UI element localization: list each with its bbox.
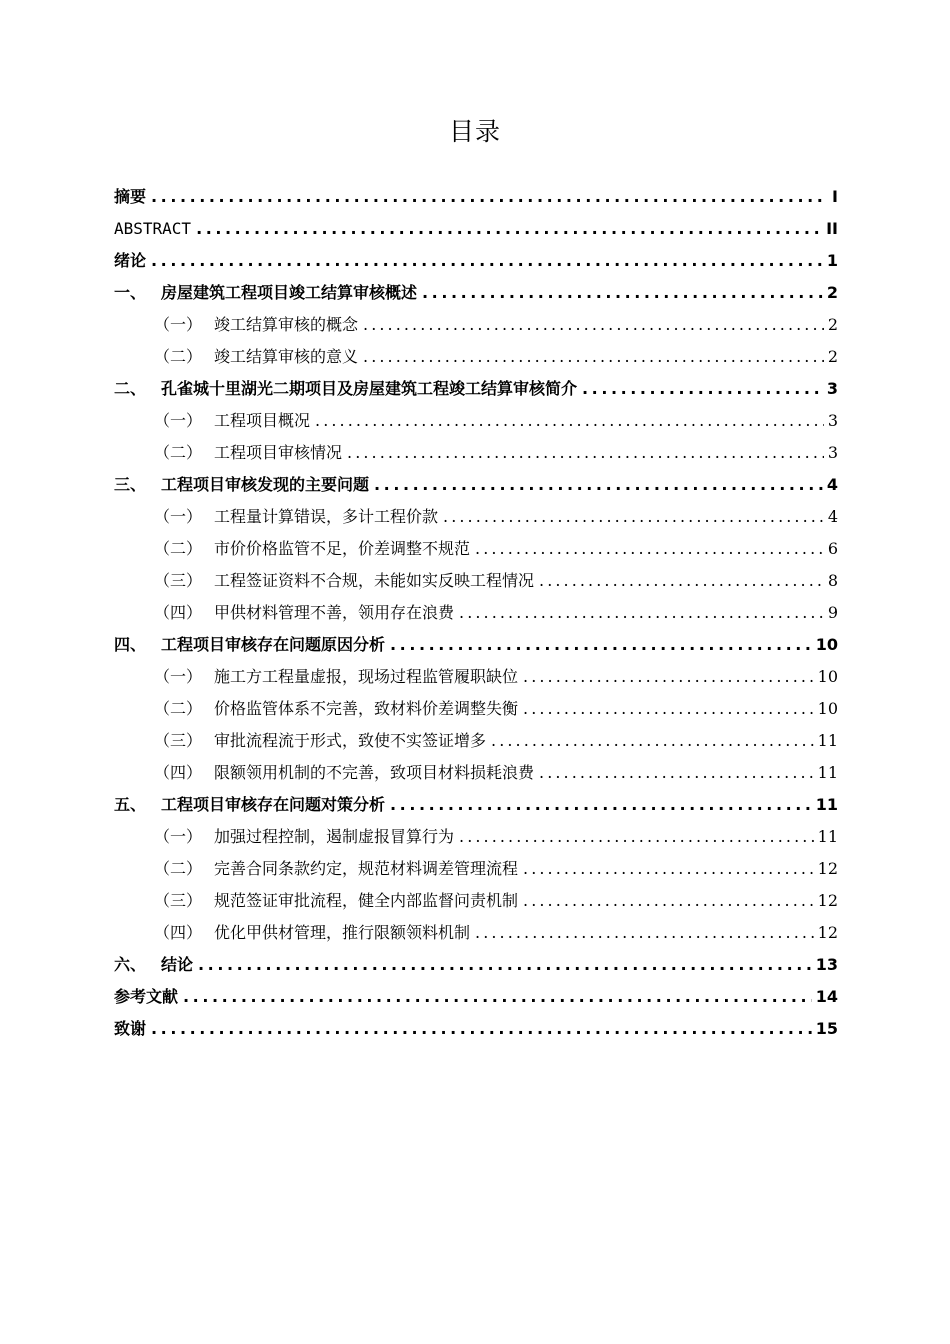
toc-page-number: 11 [817,827,838,846]
toc-page-number: 2 [826,283,838,302]
toc-entry-label: 绪论 [114,251,147,270]
toc-page-number: 9 [827,603,838,622]
dot-leader [422,277,823,309]
toc-entry-label: ABSTRACT [114,219,192,238]
dot-leader [151,181,828,213]
dot-leader [347,437,824,469]
dot-leader [390,629,812,661]
toc-entry-label: 孔雀城十里湖光二期项目及房屋建筑工程竣工结算审核简介 [161,379,578,398]
dot-leader [491,725,814,757]
toc-page-number: 12 [817,859,838,878]
dot-leader [459,597,824,629]
toc-entry-number: （一） [154,507,203,526]
toc-subentry[interactable] [114,309,838,341]
toc-entry-label: 规范签证审批流程，健全内部监督问责机制 [214,891,519,910]
toc-entry-number: （四） [154,923,203,942]
dot-leader [443,501,824,533]
toc-entry-number: 二、 [114,379,147,398]
toc-subentry[interactable] [114,885,838,917]
dot-leader [523,693,814,725]
toc-page-number: 8 [827,571,838,590]
toc-entry[interactable] [114,629,838,661]
toc-page-number: II [826,219,838,238]
toc-page-number: 12 [817,923,838,942]
dot-leader [374,469,823,501]
toc-subentry[interactable] [114,565,838,597]
toc-page-number: 10 [815,635,838,654]
dot-leader [151,245,823,277]
toc-entry-number: （四） [154,763,203,782]
toc-page-number: 14 [815,987,838,1006]
toc-entry-number: （三） [154,571,203,590]
toc-entry-label: 审批流程流于形式，致使不实签证增多 [214,731,487,750]
toc-subentry[interactable] [114,405,838,437]
toc-entry-label: 施工方工程量虚报，现场过程监管履职缺位 [214,667,519,686]
toc-page-number: 12 [817,891,838,910]
toc-subentry[interactable] [114,853,838,885]
toc-entry-number: （二） [154,347,203,366]
toc-page-number: 11 [815,795,838,814]
page-title: 目录 [448,117,501,146]
dot-leader [523,661,814,693]
dot-leader [198,949,812,981]
toc-subentry[interactable] [114,661,838,693]
dot-leader [390,789,812,821]
toc-subentry[interactable] [114,533,838,565]
toc-entry-label: 竣工结算审核的意义 [214,347,359,366]
toc-entry-number: 四、 [114,635,147,654]
dot-leader [539,565,824,597]
toc-entry-number: （三） [154,731,203,750]
toc-entry-number: （一） [154,667,203,686]
dot-leader [582,373,823,405]
dot-leader [151,1013,812,1045]
toc-page-number: 13 [815,955,838,974]
toc-page-number: 11 [817,763,838,782]
toc-page-number: 11 [817,731,838,750]
dot-leader [315,405,824,437]
toc-page-number: 10 [817,699,838,718]
toc-entry[interactable] [114,981,838,1013]
toc-entry-number: （二） [154,699,203,718]
toc-entry-label: 甲供材料管理不善，领用存在浪费 [214,603,455,622]
toc-entry[interactable] [114,245,838,277]
toc-page-number: 3 [826,379,838,398]
toc-page-number: 2 [827,315,838,334]
toc-entry-label: 工程量计算错误，多计工程价款 [214,507,439,526]
toc-entry-label: 结论 [161,955,194,974]
toc-subentry[interactable] [114,725,838,757]
toc-page-number: I [832,187,838,206]
toc-entry-label: 工程项目审核情况 [214,443,343,462]
toc-entry-number: 五、 [114,795,147,814]
toc-entry-number: 六、 [114,955,147,974]
toc-subentry[interactable] [114,693,838,725]
toc-entry-label: 加强过程控制，遏制虚报冒算行为 [214,827,455,846]
toc-entry-number: （一） [154,827,203,846]
toc-page-number: 1 [826,251,838,270]
toc-page-number: 10 [817,667,838,686]
toc-entry[interactable] [114,789,838,821]
toc-subentry[interactable] [114,341,838,373]
toc-entry-label: 价格监管体系不完善，致材料价差调整失衡 [214,699,519,718]
toc-page-number: 6 [827,539,838,558]
toc-entry-label: 致谢 [114,1019,147,1038]
toc-subentry[interactable] [114,437,838,469]
toc-entry-number: （二） [154,443,203,462]
toc-entry-number: （二） [154,539,203,558]
dot-leader [196,213,822,245]
dot-leader [475,917,814,949]
toc-entry-label: 完善合同条款约定，规范材料调差管理流程 [214,859,519,878]
toc-page-number: 3 [827,443,838,462]
toc-entry-number: 三、 [114,475,147,494]
toc-entry-label: 工程项目审核发现的主要问题 [161,475,370,494]
toc-entry-label: 房屋建筑工程项目竣工结算审核概述 [161,283,418,302]
toc-entry-number: （四） [154,603,203,622]
dot-leader [523,885,814,917]
toc-entry[interactable] [114,949,838,981]
toc-entry[interactable] [114,181,838,213]
dot-leader [539,757,814,789]
toc-entry-number: （一） [154,315,203,334]
dot-leader [363,309,824,341]
toc-entry[interactable] [114,373,838,405]
toc-entry-label: 工程签证资料不合规，未能如实反映工程情况 [214,571,535,590]
toc-entry[interactable] [114,469,838,501]
toc-entry-label: 工程项目审核存在问题对策分析 [161,795,386,814]
dot-leader [523,853,814,885]
toc-subentry[interactable] [114,597,838,629]
toc-entry[interactable] [114,1013,838,1045]
toc-entry-label: 市价价格监管不足，价差调整不规范 [214,539,471,558]
toc-entry-label: 工程项目概况 [214,411,311,430]
table-of-contents [114,181,838,1045]
toc-subentry[interactable] [114,917,838,949]
toc-subentry[interactable] [114,757,838,789]
toc-entry-number: （一） [154,411,203,430]
toc-entry[interactable] [114,277,838,309]
toc-page-number: 2 [827,347,838,366]
toc-entry-label: 优化甲供材管理，推行限额领料机制 [214,923,471,942]
toc-entry-label: 摘要 [114,187,147,206]
toc-page-number: 4 [826,475,838,494]
toc-entry-number: （三） [154,891,203,910]
toc-entry-number: 一、 [114,283,147,302]
toc-subentry[interactable] [114,821,838,853]
toc-entry-label: 限额领用机制的不完善，致项目材料损耗浪费 [214,763,535,782]
toc-subentry[interactable] [114,501,838,533]
toc-entry-label: 工程项目审核存在问题原因分析 [161,635,386,654]
toc-entry-label: 参考文献 [114,987,179,1006]
dot-leader [459,821,814,853]
dot-leader [183,981,812,1013]
dot-leader [363,341,824,373]
dot-leader [475,533,824,565]
toc-entry-number: （二） [154,859,203,878]
toc-page-number: 3 [827,411,838,430]
toc-entry[interactable] [114,213,838,245]
toc-page-number: 4 [827,507,838,526]
toc-page-number: 15 [815,1019,838,1038]
toc-entry-label: 竣工结算审核的概念 [214,315,359,334]
